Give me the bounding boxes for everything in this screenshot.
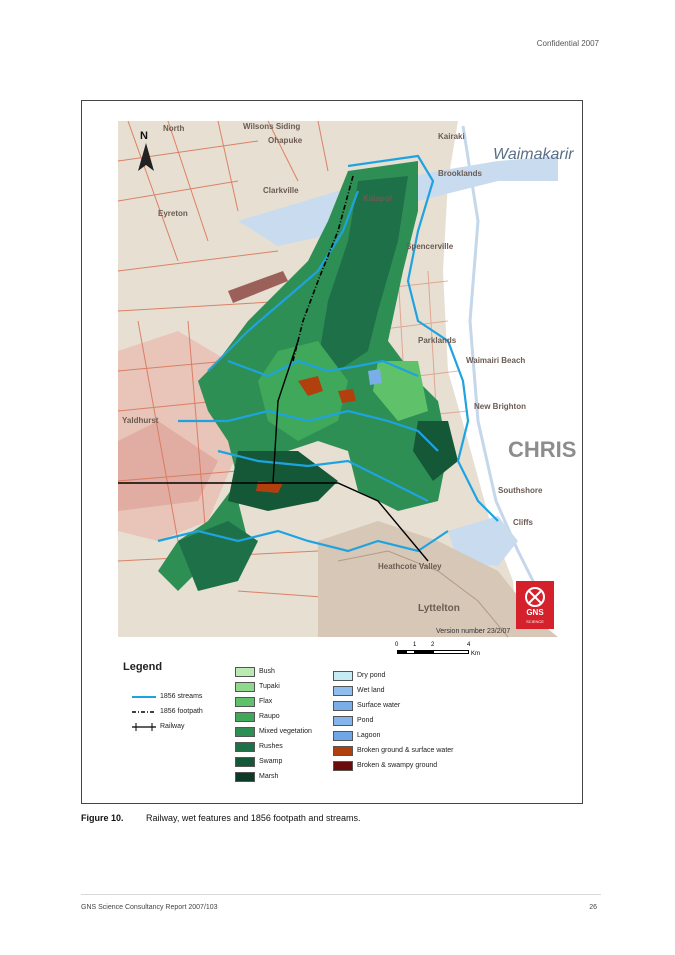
label-heathcote-valley: Heathcote Valley bbox=[378, 562, 442, 571]
legend-swatch bbox=[333, 731, 353, 741]
legend-swatch-label: Bush bbox=[259, 668, 275, 675]
legend-swatch-label: Flax bbox=[259, 698, 273, 705]
scale-tick: 1 bbox=[413, 642, 417, 648]
legend-swatch-label: Raupo bbox=[259, 713, 280, 720]
label-southshore: Southshore bbox=[498, 486, 543, 495]
legend-swatch-label: Marsh bbox=[259, 773, 279, 780]
legend-swatch bbox=[333, 686, 353, 696]
legend-swatch bbox=[235, 772, 255, 782]
legend-swatch-label: Lagoon bbox=[357, 732, 381, 739]
legend-swatch-label: Wet land bbox=[357, 687, 385, 694]
legend-item-streams: 1856 streams bbox=[160, 693, 203, 700]
legend-swatch bbox=[333, 671, 353, 681]
scale-tick: 4 bbox=[467, 642, 471, 648]
svg-text:SCIENCE: SCIENCE bbox=[526, 619, 544, 624]
legend-swatch bbox=[235, 682, 255, 692]
scale-bar bbox=[395, 642, 565, 664]
legend-swatch bbox=[235, 667, 255, 677]
label-lyttelton: Lyttelton bbox=[418, 603, 460, 614]
legend-swatch-label: Dry pond bbox=[357, 672, 386, 679]
label-parklands: Parklands bbox=[418, 336, 457, 345]
label-wilsons-siding: Wilsons Siding bbox=[243, 122, 301, 131]
label-yaldhurst: Yaldhurst bbox=[122, 416, 159, 425]
legend-swatch-label: Mixed vegetation bbox=[259, 728, 312, 735]
legend-title: Legend bbox=[123, 661, 163, 673]
svg-text:GNS: GNS bbox=[526, 608, 544, 617]
legend-swatch-label: Surface water bbox=[357, 702, 401, 709]
legend-swatch bbox=[333, 701, 353, 711]
label-spencerville: Spencerville bbox=[406, 242, 454, 251]
legend-swatch bbox=[235, 697, 255, 707]
figure-frame bbox=[81, 100, 583, 804]
legend-swatch-label: Tupaki bbox=[259, 683, 280, 690]
legend-swatch-label: Pond bbox=[357, 717, 374, 724]
label-north: North bbox=[163, 124, 185, 133]
legend-swatch bbox=[333, 746, 353, 756]
svg-text:N: N bbox=[140, 130, 148, 142]
legend-item-footpath: 1856 footpath bbox=[160, 708, 203, 715]
scale-unit: Km bbox=[471, 651, 480, 657]
label-waimakariri: Waimakarir bbox=[493, 146, 574, 163]
legend-swatch bbox=[235, 742, 255, 752]
page-number: 26 bbox=[589, 904, 597, 911]
scale-tick: 0 bbox=[395, 642, 399, 648]
label-waimairi-beach: Waimairi Beach bbox=[466, 356, 526, 365]
figure-text: Railway, wet features and 1856 footpath and streams. bbox=[146, 813, 361, 823]
legend-swatch bbox=[235, 712, 255, 722]
figure-number: Figure 10. bbox=[81, 813, 124, 823]
map-image bbox=[118, 121, 577, 637]
confidential-note: Confidential 2007 bbox=[536, 39, 599, 48]
label-brooklands: Brooklands bbox=[438, 169, 483, 178]
legend-swatch-label: Swamp bbox=[259, 758, 283, 765]
footer-rule bbox=[81, 894, 601, 895]
legend-swatch bbox=[235, 757, 255, 767]
version-number: Version number 23/2/07 bbox=[436, 628, 511, 635]
label-kairaki: Kairaki bbox=[438, 132, 465, 141]
label-kaiapoi: Kaiapoi bbox=[363, 194, 392, 203]
label-eyreton: Eyreton bbox=[158, 209, 188, 218]
label-clarkville: Clarkville bbox=[263, 186, 299, 195]
legend-item-railway: Railway bbox=[160, 723, 185, 730]
footer-report: GNS Science Consultancy Report 2007/103 bbox=[81, 904, 218, 911]
scale-tick: 2 bbox=[431, 642, 435, 648]
gns-logo bbox=[516, 581, 554, 629]
figure-caption bbox=[81, 813, 361, 823]
legend-swatch bbox=[235, 727, 255, 737]
label-cliffs: Cliffs bbox=[513, 518, 533, 527]
legend-swatch-label: Broken & swampy ground bbox=[357, 762, 438, 769]
legend-swatch-label: Broken ground & surface water bbox=[357, 747, 454, 754]
legend-swatch bbox=[333, 761, 353, 771]
legend-swatch-label: Rushes bbox=[259, 743, 283, 750]
legend-swatch bbox=[333, 716, 353, 726]
label-christchurch: CHRIS bbox=[508, 437, 577, 462]
label-new-brighton: New Brighton bbox=[474, 402, 526, 411]
label-ohapuke: Ohapuke bbox=[268, 136, 303, 145]
